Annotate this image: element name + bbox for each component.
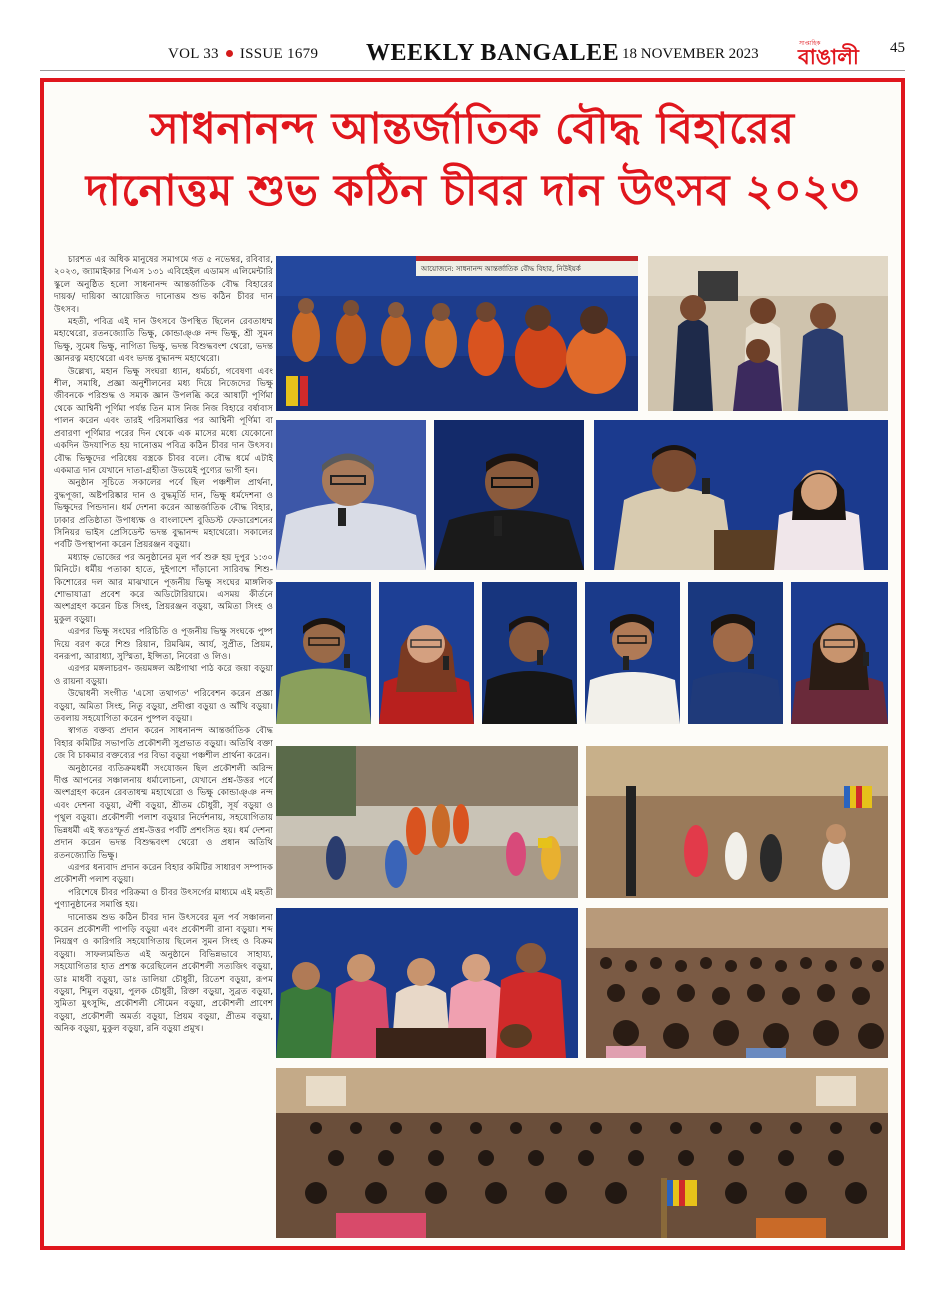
volume-label: VOL 33 [168,46,219,62]
photo-singers [276,908,578,1058]
article-paragraph: উদ্বোধনী সংগীত 'এসো তথাগত' পরিবেশন করেন প্রজ্ঞা বড়ুয়া, অমিতা সিংহ, নিতু বড়ুয়া, প্রদীপ্তা বড়ুয়া ও আঁখি বড়ুয়া। তবলায় সহযোগিতা করেন পুষ্পল বড়ুয়া। [54,689,273,725]
photo-banner-text: আয়োজনে: সাধনানন্দ আন্তর্জাতিক বৌদ্ধ বিহার, নিউইয়র্ক [421,265,581,273]
issue-date: 18 NOVEMBER 2023 [622,46,759,62]
photo-speaker-2 [434,420,584,570]
logo-small-text: সাপ্তাহিক [799,40,821,47]
article-paragraph: এরপর মঙ্গলাচরণ- জয়মঙ্গল অষ্টগাথা পাঠ করে জয়া বড়ুয়া ও রায়না বড়ুয়া। [54,664,273,687]
article-paragraph: মধ্যাহ্ন ভোজের পর অনুষ্ঠানের মূল পর্ব শুরু হয় দুপুর ১:৩০ মিনিটে। ধর্মীয় পতাকা হাতে, দুইপাশে দাঁড়ানো সারিবদ্ধ শিশু-কিশোরের দল আর মাঝখানে পূজনীয় ভিক্ষু সংঘের মাঙ্গলিক শোভাযাত্রা প্রবেশ করে অডিটোরিয়ামে। এসময় কীর্তনে অংশগ্রহণ করেন চিত্ত সিংহ, প্রিয়রঞ্জন বড়ুয়া, অমিতা সিংহ ও মুকুল বড়ুয়া। [54,552,273,625]
photo-speaker-1 [276,420,426,570]
article-paragraph: দানোত্তম শুভ কঠিন চীবর দান উৎসবের মূল পর্ব সঞ্চালনা করেন প্রকৌশলী পাপড়ি বড়ুয়া এবং প্রকৌশলী রানা বড়ুয়া। শব্দ নিয়ন্ত্রণ ও কারিগরি সহযোগিতায় ছিলেন সুমন সিংহ ও বিক্রম বড়ুয়া। সাফল্যমন্ডিত এই অনুষ্ঠানে বিভিন্নভাবে সাহায্য, সহযোগিতার হাত প্রশস্ত করেছিলেন প্রকৌশলী সত্যজিৎ বড়ুয়া, ডাঃ মাধবী বড়ুয়া, ডাঃ ডালিয়া চৌধুরী, রিতেশ বড়ুয়া, রূপম বড়ুয়া, শিমুল বড়ুয়া, পুলক চৌধুরী, রিক্তা বড়ুয়া, সুব্রত বড়ুয়া, সুমিতা মুৎসুদ্দি, প্রকৌশলী সৌমেন বড়ুয়া, প্রকৌশলী প্রাণেশ বড়ুয়া, প্রকৌশলী অমর্ত্য বড়ুয়া, প্রিয়ম বড়ুয়া, প্রীতম বড়ুয়া, অনিক বড়ুয়া, মুকুল বড়ুয়া, রনি বড়ুয়া প্রমুখ। [54,912,273,1035]
photo-child-speaker-1 [276,582,371,724]
photo-audience [586,908,888,1058]
headline [40,98,905,222]
photo-speakers-podium [594,420,888,570]
article-paragraph: অনুষ্ঠান সূচিতে সকালের পর্বে ছিল পঞ্চশীল প্রার্থনা, বুদ্ধপূজা, অষ্টপরিষ্কার দান ও বুদ্ধমূর্তি দান, ভিক্ষু ধর্মদেশনা ও ভিক্ষুদের পিন্ডদান। ধর্ম দেশনা করেন আন্তর্জাতিক বৌদ্ধ বিহার, ঢাকার প্রতিষ্ঠাতা উপাধ্যক্ষ ও বাংলাদেশ বুড্ডিস্ট ফেডারেশনের সিনিয়র ভাইস প্রেসিডেন্ট ভদন্ত বুদ্ধানন্দ মহাথেরো। সকালের পর্বটি উপস্থাপনা করেন প্রিয়রঞ্জন বড়ুয়া। [54,478,273,551]
article-paragraph: এরপর ভিক্ষু সংঘের পরিচিতি ও পূজনীয় ভিক্ষু সংঘকে পুষ্প দিয়ে বরণ করে শিশু রিয়ান, রিমঝিম, আর্য, সুপ্রীত, প্রিয়ম, বনরূপা, আরাধ্যা, সুস্মিতা, ইপ্সিতা, নিবেরা ও লিও। [54,627,273,662]
photo-guests-group [648,256,888,411]
logo-text: বাঙালী [798,45,859,68]
photo-child-speaker-2 [379,582,474,724]
article-paragraph: অনুষ্ঠানের ব্যতিক্রমধর্মী সংযোজন ছিল প্রকৌশলী অরিন্দ দীপ্ত আপনের সঞ্চালনায় ধর্মালোচনা, যেখানে প্রশ্ন-উত্তর পর্বে অংশগ্রহণ করেন রেবতাধম্ম মহাথেরো ও ভিক্ষু কোন্ডাঞ্ঞ নন্দ এবং দেশনা বড়ুয়া, ঐশী বড়ুয়া, শ্রীতম চৌধুরী, সূর্য বড়ুয়া ও পৃথুল বড়ুয়া। প্রকৌশলী পলাশ বড়ুয়ার নির্দেশনায়, সহযোগিতায় ভিন্নধর্মী এই স্বতঃস্ফূর্ত প্রশ্ন-উত্তর পর্বটি প্রশংসিত হয়। ধর্ম দেশনা প্রদান করেন ভদন্ত বিশুদ্ধবংশ থেরো ও প্রধান অতিথি রতনজ্যোতি ভিক্ষু। [54,763,273,861]
photo-procession-outdoor [276,746,578,898]
headline-line-1: সাধনানন্দ আন্তর্জাতিক বৌদ্ধ বিহারের [150,104,795,154]
article-paragraph: পরিশেষে চীবর পরিক্রমা ও চীবর উৎসর্গের মাধ্যমে এই মহতী পুণ্যানুষ্ঠানের সমাপ্তি হয়। [54,887,273,911]
photo-monks-on-stage [276,256,638,411]
photo-children-with-flags [586,746,888,898]
photo-child-speaker-4 [585,582,680,724]
headline-line-2: দানোত্তম শুভ কঠিন চীবর দান উৎসব ২০২৩ [85,166,860,216]
photo-child-speaker-5 [688,582,783,724]
separator-dot [226,50,233,57]
issue-label: ISSUE 1679 [239,46,319,62]
article-paragraph: উল্লেখ্য, মহান ভিক্ষু সংঘরা ধ্যান, ধর্মচর্চা, গবেষণা এবং শীল, সমাধি, প্রজ্ঞা অনুশীলনের মধ্য দিয়ে নিজেদের ভিক্ষু জীবনকে পরিশুদ্ধ ও সম্যক জ্ঞান উপলব্ধি করে আষাঢ়ী পূর্ণিমা থেকে আশ্বিনী পূর্ণিমা পর্যন্ত তিন মাস নিজ নিজ বিহারে বর্ষাবাস পালন করেন এবং তারই পরিসমাপ্তির পর আশ্বিনী পূর্ণিমা বা প্রবারণা পূর্ণিমার পরের দিন থেকে এক মাসের মধ্যে যেকোনো একদিন উদযাপিত হয় দানোত্তম পবিত্র কঠিন চীবর দান উৎসব। বৌদ্ধ ভিক্ষুদের পরিধেয় বস্ত্রকে চীবর বলে। বৌদ্ধ ধর্মে এটাই একমাত্র দান যেখানে দাতা-গ্রহীতা উভয়েই পুণ্যের ভাগী হন। [54,366,273,476]
article-paragraph: এরপর ধন্যবাদ প্রদান করেন বিহার কমিটির সাধারণ সম্পাদক প্রকৌশলী পলাশ বড়ুয়া। [54,862,273,886]
article-paragraph: মহতী, পবিত্র এই দান উৎসবে উপস্থিত ছিলেন রেবতাধম্ম মহাথেরো, রতনজ্যোতি ভিক্ষু, কোন্ডাঞ্ঞ নন্দ ভিক্ষু, শ্রী সুমন ভিক্ষু, সুমেধ ভিক্ষু, নাগিতা ভিক্ষু, ভদন্ত বিশুদ্ধবংশ থেরো, ভদন্ত জ্ঞানরত্ন মহাথেরো এবং ভদন্ত বুদ্ধানন্দ মহাথেরো। [54,317,273,365]
article-paragraph: স্বাগত বক্তব্য প্রদান করেন সাধনানন্দ আন্তর্জাতিক বৌদ্ধ বিহার কমিটির সভাপতি প্রকৌশলী সুপ্রভাত বড়ুয়া। অতিথি বক্তা জে বি চাকমার বক্তব্যের পর বিভা বড়ুয়া পঞ্চশীল প্রার্থনা করেন। [54,726,273,762]
header-rule [40,70,905,71]
photo-child-speaker-6 [791,582,888,724]
issue-info [168,46,318,63]
page-number: 45 [890,40,905,56]
page-header [0,0,945,70]
photo-hall-wide [276,1068,888,1238]
publication-title: WEEKLY BANGALEE [366,40,620,66]
photo-child-speaker-3 [482,582,577,724]
article-paragraph: চারশত এর অধিক মানুষের সমাগমে গত ৫ নভেম্বর, রবিবার, ২০২৩, জ্যামাইকার পিএস ১৩১ এবিহেইল এডামস এলিমেন্টারি স্কুলে অনুষ্ঠিত হলো সাধনানন্দ আন্তর্জাতিক বৌদ্ধ বিহারের দায়ক/ দায়িকা আয়োজিত দানোত্তম শুভ কঠিন চীবর দান উৎসব। [54,255,273,315]
article-body [54,254,273,1239]
bangalee-logo [796,36,878,68]
